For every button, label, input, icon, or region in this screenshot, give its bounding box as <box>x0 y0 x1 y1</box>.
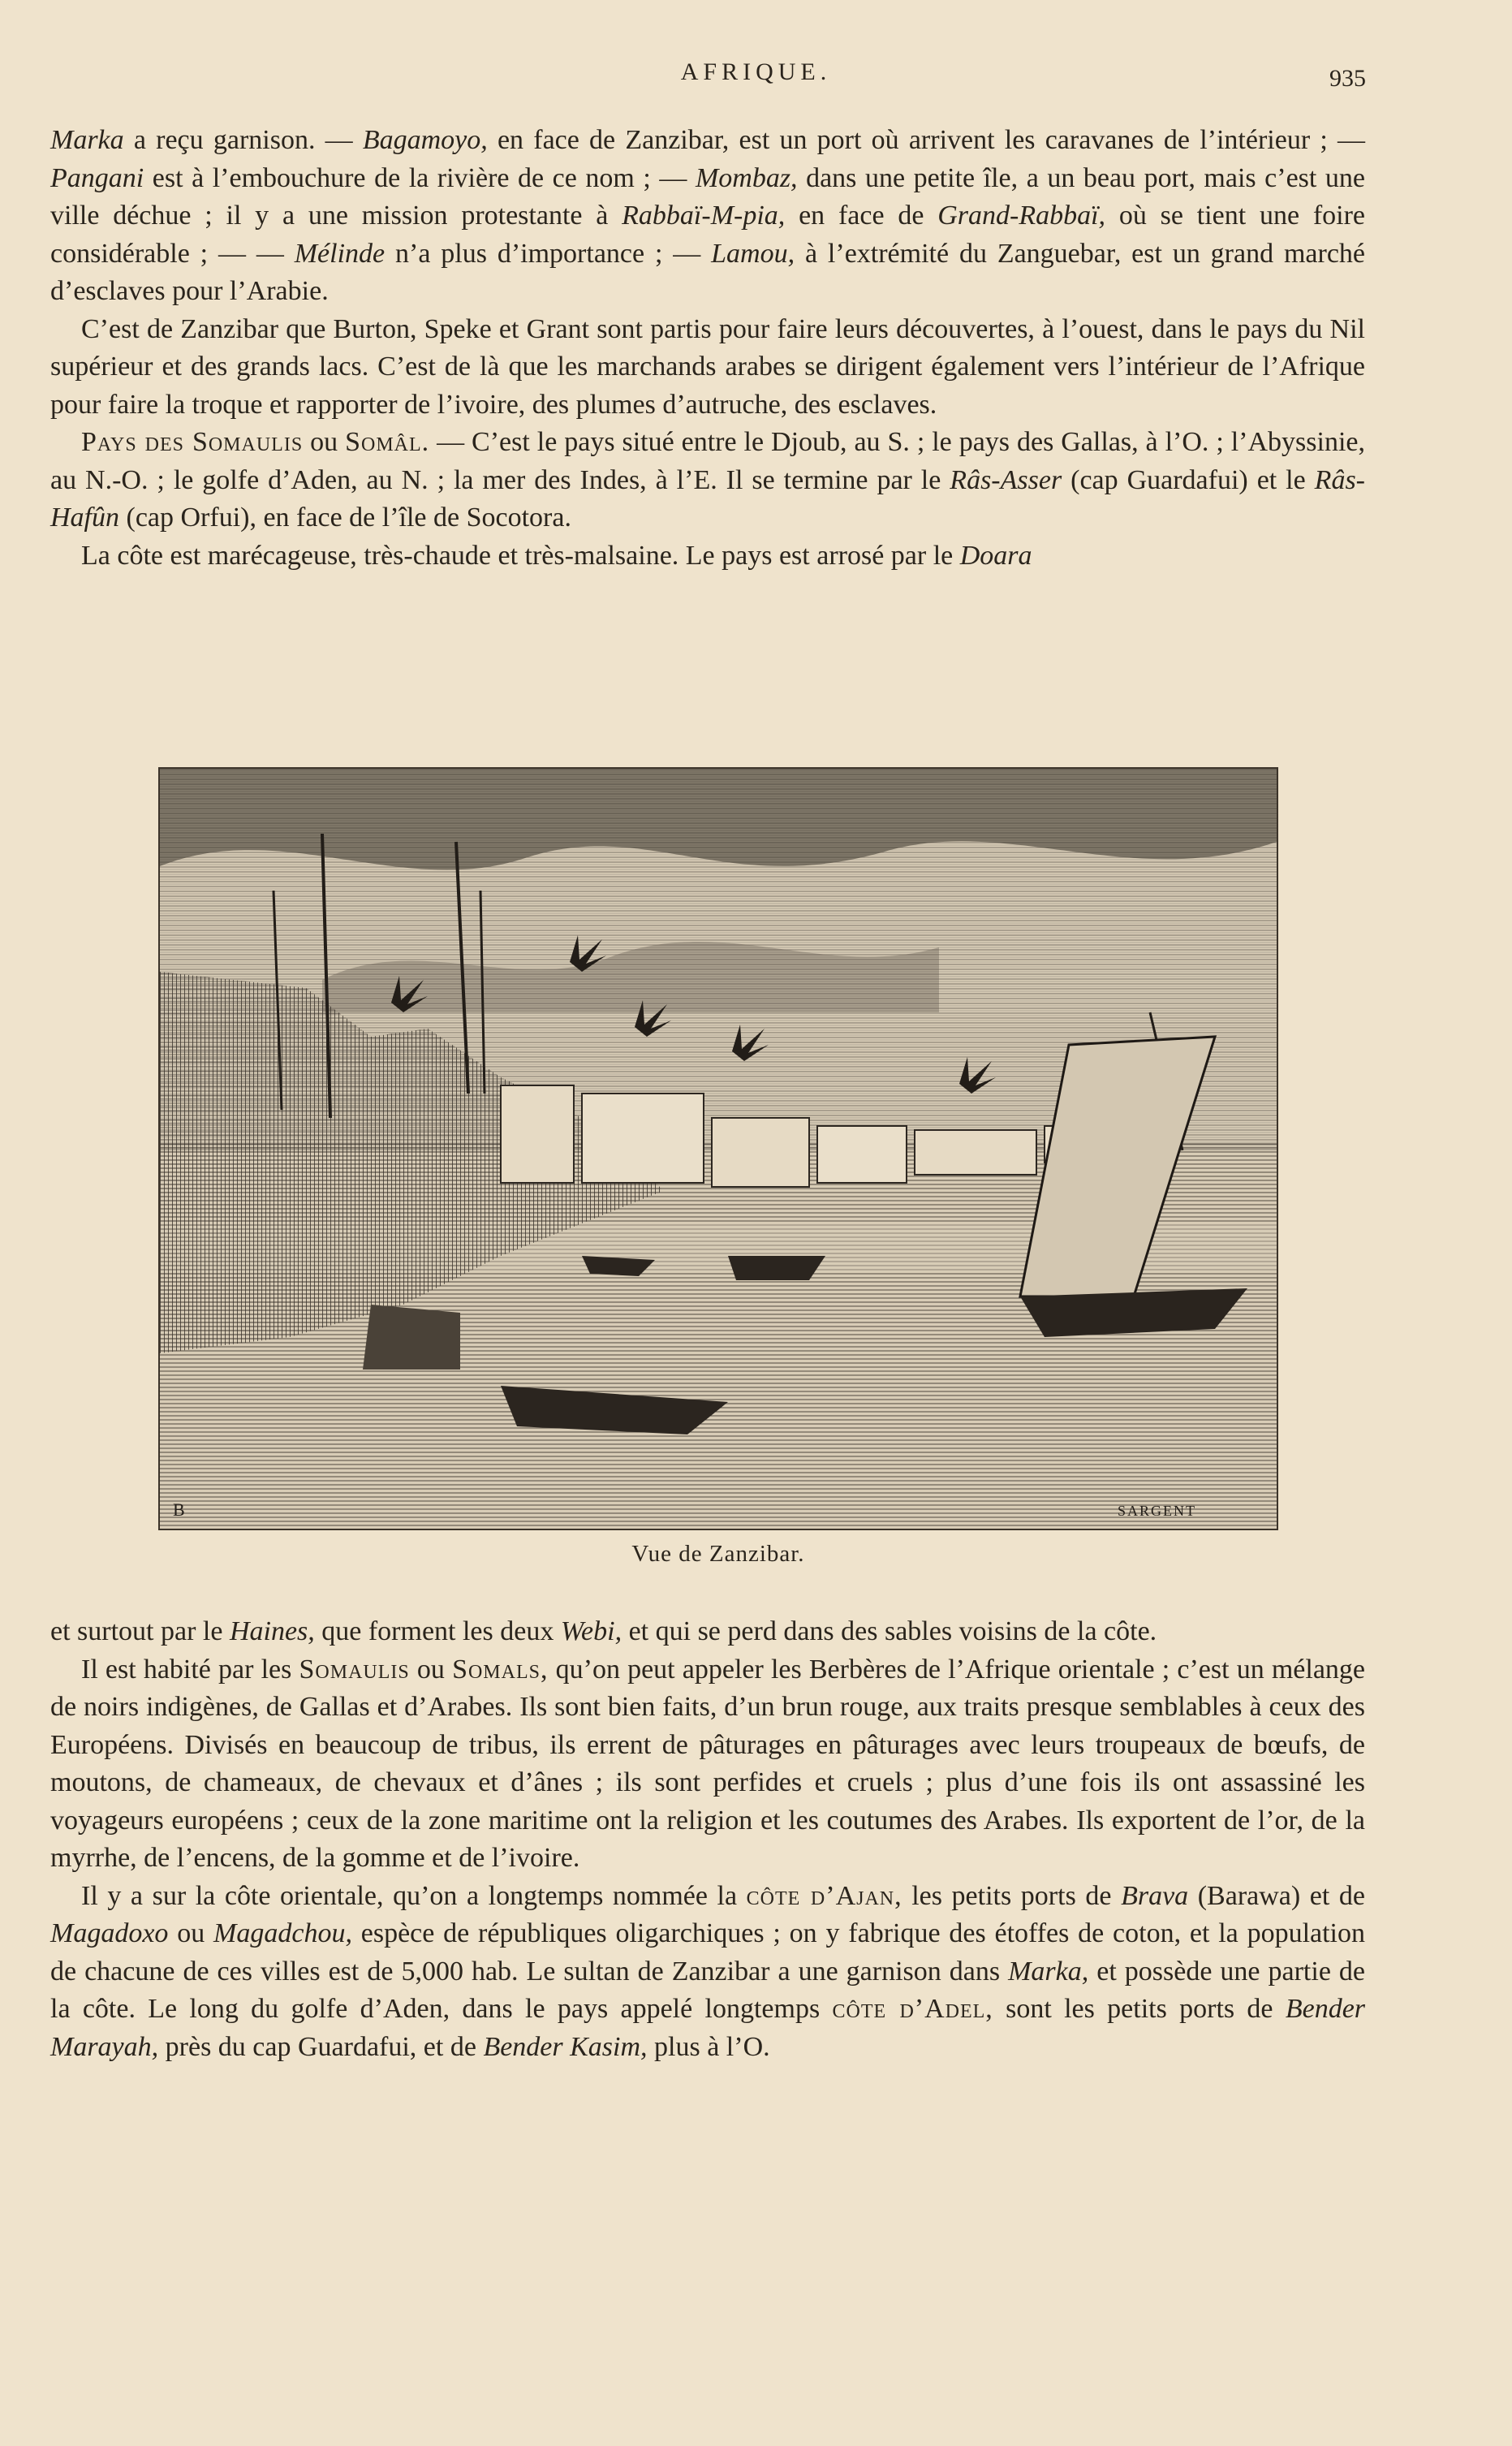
small-caps-term: Somaulis <box>299 1654 410 1685</box>
italic-term: Doara <box>959 540 1032 571</box>
small-caps-term: côte d’Adel, <box>832 1994 993 2024</box>
text-run: ou <box>168 1918 214 1948</box>
figure-caption: Vue de Zanzibar. <box>631 1541 805 1567</box>
text-run: ou <box>303 427 346 457</box>
page-header <box>0 58 1512 99</box>
italic-term: Pangani <box>50 162 144 193</box>
small-caps-term: côte d’Ajan, <box>746 1880 902 1911</box>
italic-term: Bender Marayah, <box>50 1994 1366 2062</box>
text-run: est à l’embouchure de la rivière de ce nom ; — <box>144 162 696 193</box>
text-run: en face de <box>785 201 938 231</box>
text-run: plus à l’O. <box>647 2031 770 2062</box>
text-run: (cap Guardafui) et le <box>1062 464 1315 495</box>
text-run: n’a plus d’importance ; — <box>385 238 712 269</box>
text-run: Il y a sur la côte orientale, qu’on a longtemps nommée la <box>81 1880 747 1911</box>
paragraph-marka <box>50 122 1365 311</box>
italic-term: Marka, <box>1008 1956 1089 1987</box>
text-column-top <box>50 122 1365 575</box>
italic-term: Rabbaï-M-pia, <box>622 201 786 231</box>
italic-term: Haines, <box>229 1616 315 1646</box>
small-caps-term: Somâl. <box>345 427 430 457</box>
text-run: dans une petite île, a un beau port, mais c’est une ville déchue ; il y a une mission protestante à <box>50 162 1365 231</box>
text-run: (Barawa) et de <box>1188 1880 1365 1911</box>
italic-term: Magadoxo <box>50 1918 169 1948</box>
small-caps-term: Somals, <box>452 1654 549 1685</box>
text-run: sont les petits ports de <box>993 1994 1286 2024</box>
italic-term: Brava <box>1121 1880 1189 1911</box>
engraving-view-of-zanzibar <box>158 767 1278 1530</box>
text-run: — C’est le pays situé entre le Djoub, au S. ; le pays des Gallas, à l’O. ; l’Abyssinie, au N.-O. ; le golfe d’Aden, au N. ; la mer des Indes, à l’E. Il se termine par le <box>50 427 1365 495</box>
paragraph-haines <box>50 1613 1365 1651</box>
italic-term: Grand-Rabbaï, <box>937 201 1106 231</box>
italic-term: Bagamoyo, <box>362 125 488 155</box>
text-run: en face de Zanzibar, est un port où arrivent les caravanes de l’intérieur ; — <box>487 125 1365 155</box>
text-run: et possède une partie de la côte. Le long du golfe d’Aden, dans le pays appelé longtemps <box>50 1956 1365 2024</box>
text-column-bottom <box>50 1613 1365 2066</box>
paragraph-cote <box>50 537 1365 576</box>
running-head: AFRIQUE. <box>680 58 832 85</box>
text-run: les petits ports de <box>902 1880 1122 1911</box>
small-caps-term: Pays des Somaulis <box>81 427 304 457</box>
italic-term: Marka <box>50 125 124 155</box>
text-run: que forment les deux <box>314 1616 561 1646</box>
text-run: La côte est marécageuse, très-chaude et très-malsaine. Le pays est arrosé par le <box>81 540 960 571</box>
italic-term: Râs-Asser <box>950 464 1062 495</box>
paragraph-pays-des-somaulis <box>50 424 1365 537</box>
figure-zanzibar <box>158 767 1278 1567</box>
paragraph-ports <box>50 1878 1365 2067</box>
text-run: qu’on peut appeler les Berbères de l’Afrique orientale ; c’est un mélange de noirs indigènes, de Gallas et d’Arabes. Ils sont bien faits, d’un brun rouge, aux traits presque semblables à ceux des Européens. Divisés en beaucoup de tribus, ils errent de pâturages en pâturages avec leurs troupeaux de bœufs, de moutons, de chameaux, de chevaux et d’ânes ; ils sont perfides et cruels ; plus d’une fois ils ont assassiné les voyageurs européens ; ceux de la zone maritime ont la religion et les coutumes des Arabes. Ils exportent de l’or, de la myrrhe, de l’encens, de la gomme et de l’ivoire. <box>50 1654 1366 1873</box>
italic-term: Mélinde <box>294 238 386 269</box>
italic-term: Bender Kasim, <box>483 2031 648 2062</box>
text-run: Il est habité par les <box>81 1654 299 1685</box>
italic-term: Mombaz, <box>695 162 798 193</box>
engraver-initial: B <box>173 1499 185 1520</box>
italic-term: Webi, <box>560 1616 622 1646</box>
text-run: a reçu garnison. — <box>123 125 363 155</box>
text-run: et surtout par le <box>50 1616 230 1646</box>
text-run: C’est de Zanzibar que Burton, Speke et Grant sont partis pour faire leurs découvertes, à l’ouest, dans le pays du Nil supérieur et des grands lacs. C’est de là que les marchands arabes se dirigent également vers l’intérieur de l’Afrique pour faire la troque et rapporter de l’ivoire, des plumes d’autruche, des esclaves. <box>50 313 1365 420</box>
italic-term: Magadchou, <box>213 1918 352 1948</box>
engraver-signature: SARGENT <box>1118 1503 1197 1519</box>
page-number: 935 <box>1329 65 1366 92</box>
text-run: où se tient une foire considérable ; — — <box>50 201 1366 269</box>
text-run: et qui se perd dans des sables voisins de la côte. <box>622 1616 1157 1646</box>
text-run: à l’extrémité du Zanguebar, est un grand marché d’esclaves pour l’Arabie. <box>50 238 1366 306</box>
text-run: (cap Orfui), en face de l’île de Socotora. <box>119 503 571 533</box>
italic-term: Lamou, <box>711 238 795 269</box>
text-run: ou <box>409 1654 453 1685</box>
text-run: espèce de républiques oligarchiques ; on y fabrique des étoffes de coton, et la population de chacune de ces villes est de 5,000 hab. Le sultan de Zanzibar a une garnison dans <box>50 1918 1366 1987</box>
paragraph-zanzibar-explorers <box>50 311 1365 425</box>
text-run: près du cap Guardafui, et de <box>158 2031 484 2062</box>
paragraph-somaulis <box>50 1651 1365 1878</box>
italic-term: Râs-Hafûn <box>50 464 1365 533</box>
